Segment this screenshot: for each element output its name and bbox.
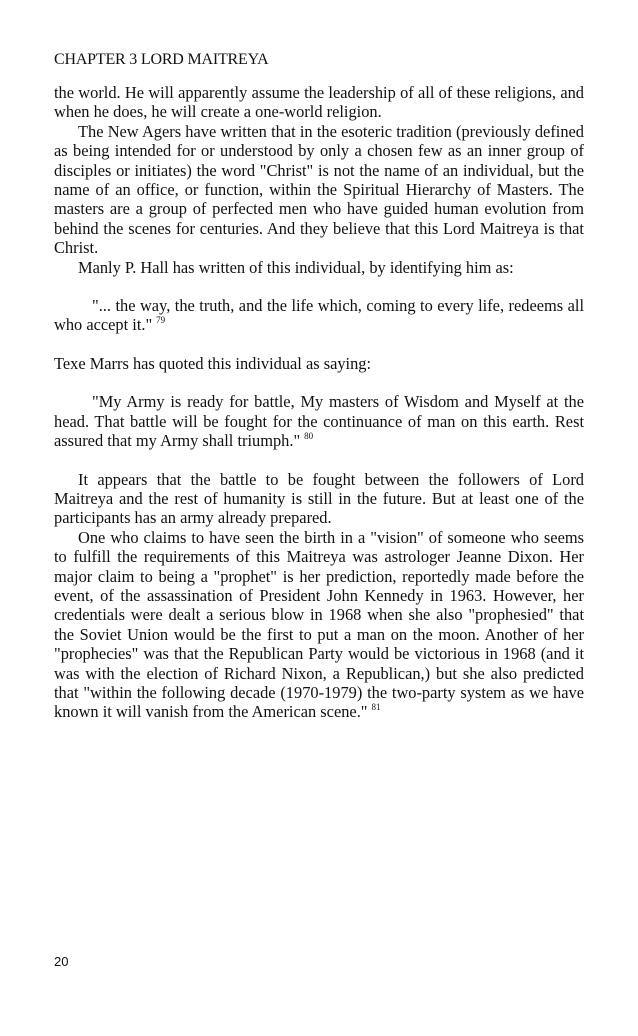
quote-2-text: "My Army is ready for battle, My masters of Wisdom and Myself at the head. That battle will be fought for the continuance of man on this earth. Rest assured that my Army shall triumph.": [54, 392, 584, 451]
footnote-ref-80: 80: [304, 431, 314, 442]
page-number: 20: [54, 954, 69, 969]
paragraph-1: the world. He will apparently assume the leadership of all of these religions, and when he does, he will create a one-world religion.: [54, 83, 584, 122]
spacer: [54, 373, 584, 392]
paragraph-4: Texe Marrs has quoted this individual as saying:: [54, 353, 372, 373]
paragraph-5: It appears that the battle to be fought between the followers of Lord Maitreya and the rest of humanity is still in the future. But at least one of the participants has an army already prepared.: [54, 469, 584, 528]
spacer: [54, 277, 584, 296]
quote-1-text: "... the way, the truth, and the life which, coming to every life, redeems all who accept it.": [54, 296, 584, 335]
paragraph-6-text: One who claims to have seen the birth in a "vision" of someone who seems to fulfill the requirements of this Maitreya was astrologer Jeanne Dixon. Her major claim to being a "prophet" is her prediction, reportedly made before the event, of the assassination of President John Kennedy in 1963. However, her credentials were dealt a serious blow in 1968 when she also "prophesied" that the Soviet Union would be the first to put a man on the moon. Another of her "prophecies" was that the Republican Party would be victorious in 1968 (and it was with the election of Richard Nixon, a Republican,) but she also predicted that "within the following decade (1970-1979) the two-party system as we have known it will vanish from the American scene.": [54, 527, 584, 722]
footnote-ref-79: 79: [156, 315, 166, 326]
footnote-ref-81: 81: [371, 702, 381, 713]
document-page: [54, 50, 584, 722]
chapter-header: CHAPTER 3 LORD MAITREYA: [54, 51, 269, 68]
quote-1: [54, 296, 584, 335]
spacer: [54, 451, 584, 470]
paragraph-3: Manly P. Hall has written of this individual, by identifying him as:: [78, 257, 514, 277]
paragraph-2: The New Agers have written that in the esoteric tradition (previously defined as being intended for or understood by only a chosen few as an inner group of disciples or initiates) the word "Christ" is not the name of an individual, but the name of an office, or function, within the Spiritual Hierarchy of Masters. The masters are a group of perfected men who have guided human evolution from behind the scenes for centuries. And they believe that this Lord Maitreya is that Christ.: [54, 121, 584, 258]
quote-2: [54, 392, 584, 450]
spacer: [54, 335, 584, 354]
paragraph-6: [54, 528, 584, 722]
